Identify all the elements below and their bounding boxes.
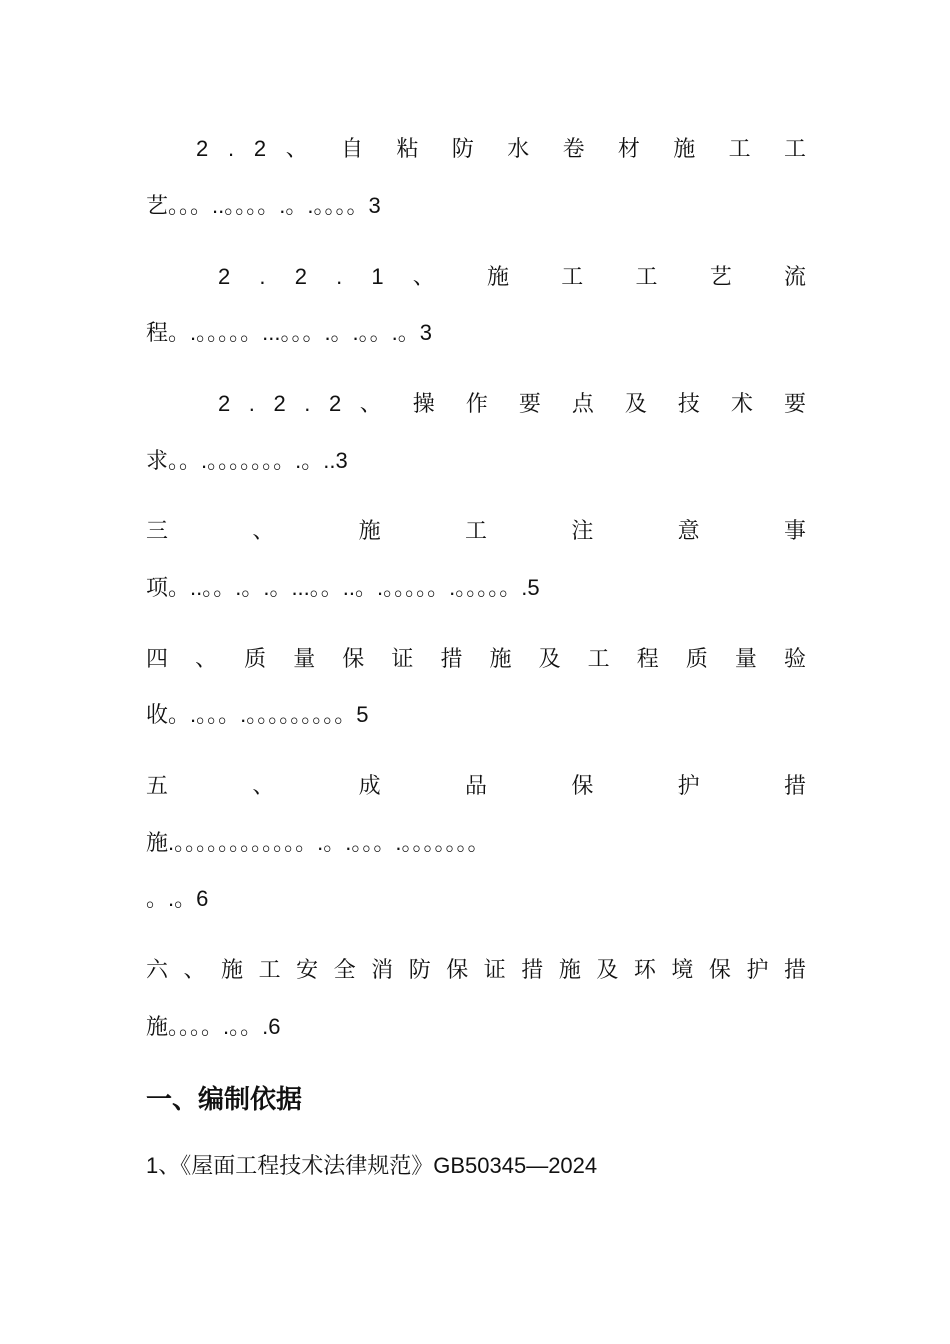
toc-entry-5-line3: 。.。6	[146, 886, 209, 911]
toc-entry-2-2-line1: 2 . 2 、 自 粘 防 水 卷 材 施 工 工	[196, 136, 806, 161]
toc-entry-4-line2: 收。.。。。.。。。。。。。。。5	[146, 702, 369, 727]
toc-entry-2-2-2-line2: 求。。.。。。。。。。.。..3	[146, 448, 348, 473]
toc-entry-5-line1: 五 、 成 品 保 护 措	[146, 773, 806, 798]
toc-entry-5-line2: 施.。。。。。。。。。。。。.。.。。。.。。。。。。。	[146, 830, 490, 855]
toc-entry-3-line2: 项。..。。.。.。...。。..。.。。。。。.。。。。。.5	[146, 575, 540, 600]
toc-entry-2-2-2-line1: 2 . 2 . 2 、 操 作 要 点 及 技 术 要	[218, 391, 806, 416]
reference-item: 1、《屋面工程技术法律规范》GB50345—2024	[146, 1153, 598, 1178]
toc-entry-6-line1: 六 、 施 工 安 全 消 防 保 证 措 施 及 环 境 保 护 措	[146, 957, 806, 982]
toc-entry-4-line1: 四 、 质 量 保 证 措 施 及 工 程 质 量 验	[146, 646, 806, 671]
section-heading: 一、编制依据	[146, 1084, 303, 1114]
toc-entry-3-line1: 三 、 施 工 注 意 事	[146, 518, 806, 543]
toc-entry-2-2-line2: 艺。。。..。。。。.。.。。。。3	[146, 193, 381, 218]
toc-entry-2-2-1-line2: 程。.。。。。。...。。。.。.。。.。3	[146, 320, 433, 345]
toc-entry-6-line2: 施。。。。.。。.6	[146, 1014, 281, 1039]
toc-entry-2-2-1-line1: 2 . 2 . 1 、 施 工 工 艺 流	[218, 264, 806, 289]
